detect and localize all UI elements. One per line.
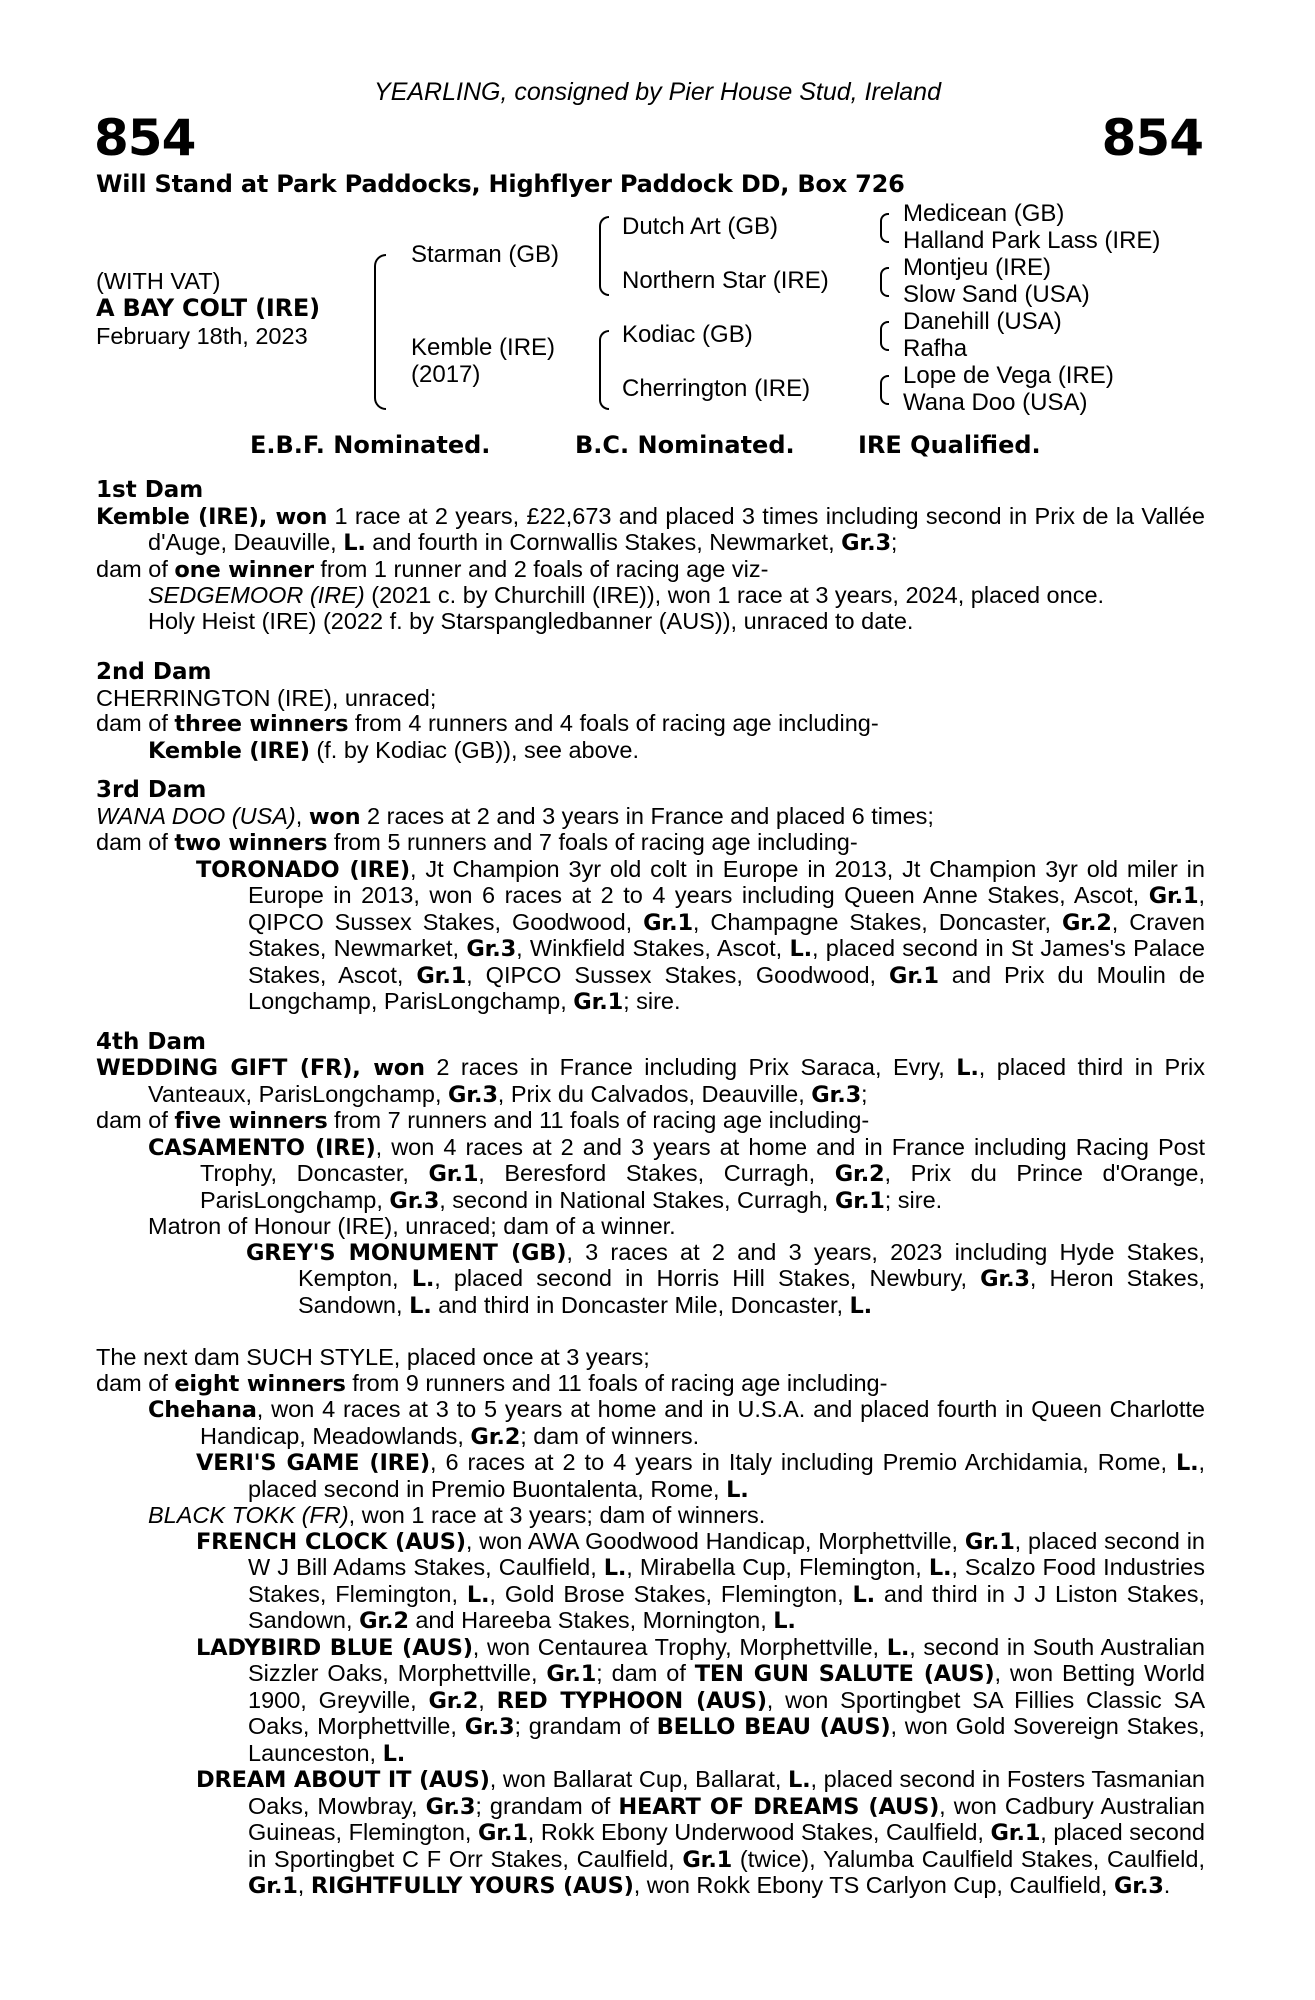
produce-entry: GREY'S MONUMENT (GB), 3 races at 2 and 3 years, 2023 including Hyde Stakes, Kempton, L., placed second in Horris Hill Stakes, Newbury, Gr.3, Heron Stakes, Sandown, L. and third in Doncaster Mile, Doncaster, L. [246, 1238, 1205, 1319]
produce-entry: CASAMENTO (IRE), won 4 races at 2 and 3 years at home and in France including Racing Post Trophy, Doncaster, Gr.1, Beresford Stakes, Curragh, Gr.2, Prix du Prince d'Orange, ParisLongchamp, Gr.3, second in National Stakes, Curragh, Gr.1; sire. [148, 1133, 1205, 1214]
horse-name: Kemble (IRE) [148, 737, 310, 764]
produce-entry: TORONADO (IRE), Jt Champion 3yr old colt in Europe in 2013, Jt Champion 3yr old miler in Europe in 2013, won 6 races at 2 to 4 years including Queen Anne Stakes, Ascot, Gr.1, QIPCO Sussex Stakes, Goodwood, Gr.1, Champagne Stakes, Doncaster, Gr.2, Craven Stakes, Newmarket, Gr.3, Winkfield Stakes, Ascot, L., placed second in St James's Palace Stakes, Ascot, Gr.1, QIPCO Sussex Stakes, Goodwood, Gr.1 and Prix du Moulin de Longchamp, ParisLongchamp, Gr.1; sire. [196, 855, 1206, 1015]
first-dam-section [96, 478, 1205, 634]
produce-entry: SEDGEMOOR (IRE) (2021 c. by Churchill (IRE)), won 1 race at 3 years, 2024, placed once. [148, 582, 1105, 608]
consignor-line: YEARLING, consigned by Pier House Stud, Ireland [374, 78, 941, 106]
gen3-7: Lope de Vega (IRE) [903, 362, 1114, 389]
ire-qualified: IRE Qualified. [858, 431, 1041, 459]
section-heading: 3rd Dam [96, 777, 207, 803]
horse-name: BLACK TOKK (FR) [148, 1502, 349, 1528]
won-label: won [275, 503, 328, 530]
sire-sire: Dutch Art (GB) [622, 213, 779, 240]
produce-entry: LADYBIRD BLUE (AUS), won Centaurea Trophy, Morphettville, L., second in South Australian Sizzler Oaks, Morphettville, Gr.1; dam of TEN GUN SALUTE (AUS), won Betting World 1900, Greyville, Gr.2, RED TYPHOON (AUS), won Sportingbet SA Fillies Classic SA Oaks, Morphettville, Gr.3; grandam of BELLO BEAU (AUS), won Gold Sovereign Stakes, Launceston, L. [196, 1633, 1206, 1767]
sire: Starman (GB) [411, 241, 560, 268]
horse-name: FRENCH CLOCK (AUS) [196, 1528, 466, 1555]
dam-record: CHERRINGTON (IRE), unraced; [96, 684, 437, 711]
second-dam-section [96, 660, 1205, 764]
produce-entry: Matron of Honour (IRE), unraced; dam of a winner. [148, 1213, 676, 1239]
produce-summary: dam of two winners from 5 runners and 7 foals of racing age including- [96, 829, 858, 856]
horse-name: CASAMENTO (IRE) [148, 1134, 376, 1161]
gen3-8: Wana Doo (USA) [903, 389, 1088, 416]
pedigree-bracket [880, 375, 889, 405]
pedigree-bracket [599, 330, 609, 410]
horse-name: SEDGEMOOR (IRE) [148, 582, 365, 608]
produce-summary: dam of one winner from 1 runner and 2 foals of racing age viz- [96, 555, 769, 583]
next-dam-section [96, 1345, 1205, 1900]
horse-name: Chehana [148, 1397, 257, 1423]
bc-nominated: B.C. Nominated. [575, 431, 795, 459]
gen3-6: Rafha [903, 335, 968, 362]
horse-name: LADYBIRD BLUE (AUS) [196, 1634, 473, 1661]
dam: Kemble (IRE) [411, 334, 556, 361]
foaling-date: February 18th, 2023 [96, 323, 308, 349]
dam-record: WANA DOO (USA), won 2 races at 2 and 3 years in France and placed 6 times; [96, 802, 934, 830]
gen3-1: Medicean (GB) [903, 200, 1065, 227]
produce-entry: Chehana, won 4 races at 3 to 5 years at home and in U.S.A. and placed fourth in Queen Charlotte Handicap, Meadowlands, Gr.2; dam of winners. [148, 1396, 1205, 1450]
horse-name: VERI'S GAME (IRE) [196, 1450, 430, 1476]
catalogue-body [96, 478, 1205, 1900]
gen3-3: Montjeu (IRE) [903, 254, 1052, 281]
vat-label: (WITH VAT) [96, 268, 221, 294]
gen3-4: Slow Sand (USA) [903, 281, 1090, 308]
produce-entry: FRENCH CLOCK (AUS), won AWA Goodwood Handicap, Morphettville, Gr.1, placed second in W J Bill Adams Stakes, Caulfield, L., Mirabella Cup, Flemington, L., Scalzo Food Industries Stakes, Flemington, L., Gold Brose Stakes, Flemington, L. and third in J J Liston Stakes, Sandown, Gr.2 and Hareeba Stakes, Mornington, L. [196, 1527, 1206, 1634]
dam-sire: Kodiac (GB) [622, 321, 753, 348]
produce-entry: BLACK TOKK (FR), won 1 race at 3 years; dam of winners. [148, 1502, 766, 1528]
third-dam-section [96, 778, 1205, 1016]
lot-number-right: 854 [1101, 109, 1203, 167]
section-heading: 1st Dam [96, 477, 204, 503]
produce-summary: dam of eight winners from 9 runners and 11 foals of racing age including- [96, 1369, 888, 1397]
horse-name: Kemble (IRE) [96, 503, 259, 530]
pedigree-bracket [374, 254, 386, 410]
dam-dam: Cherrington (IRE) [622, 375, 811, 402]
horse-name: A BAY COLT (IRE) [96, 294, 320, 322]
produce-entry: DREAM ABOUT IT (AUS), won Ballarat Cup, Ballarat, L., placed second in Fosters Tasmanian Oaks, Mowbray, Gr.3; grandam of HEART OF DREAMS (AUS), won Cadbury Australian Guineas, Flemington, Gr.1, Rokk Ebony Underwood Stakes, Caulfield, Gr.1, placed second in Sportingbet C F Orr Stakes, Caulfield, Gr.1 (twice), Yalumba Caulfield Stakes, Caulfield, Gr.1, RIGHTFULLY YOURS (AUS), won Rokk Ebony TS Carlyon Cup, Caulfield, Gr.3. [196, 1766, 1206, 1899]
ebf-nominated: E.B.F. Nominated. [250, 431, 491, 459]
horse-name: TORONADO (IRE) [196, 856, 410, 883]
horse-name: DREAM ABOUT IT (AUS) [196, 1767, 490, 1793]
produce-summary: dam of five winners from 7 runners and 11 foals of racing age including- [96, 1107, 870, 1134]
produce-entry: VERI'S GAME (IRE), 6 races at 2 to 4 years in Italy including Premio Archidamia, Rome, L., placed second in Premio Buontalenta, Rome, L. [196, 1449, 1205, 1503]
pedigree-bracket [880, 321, 889, 351]
pedigree-bracket [880, 267, 889, 297]
fourth-dam-section [96, 1030, 1205, 1320]
pedigree-bracket [880, 213, 889, 243]
horse-name: GREY'S MONUMENT (GB) [246, 1239, 567, 1266]
section-heading: 4th Dam [96, 1028, 206, 1055]
stand-line: Will Stand at Park Paddocks, Highflyer Paddock DD, Box 726 [96, 170, 905, 198]
dam-record: The next dam SUCH STYLE, placed once at 3 years; [96, 1344, 650, 1370]
dam-record: Kemble (IRE), won 1 race at 2 years, £22,673 and placed 3 times including second in Prix de la Vallée d'Auge, Deauville, L. and fourth in Cornwallis Stakes, Newmarket, Gr.3; [96, 502, 1206, 556]
gen3-2: Halland Park Lass (IRE) [903, 227, 1161, 254]
horse-name: WEDDING GIFT (FR) [96, 1055, 353, 1081]
produce-entry: Holy Heist (IRE) (2022 f. by Starspangledbanner (AUS)), unraced to date. [148, 607, 914, 634]
horse-name: WANA DOO (USA) [96, 802, 296, 829]
dam-record: WEDDING GIFT (FR), won 2 races in France including Prix Saraca, Evry, L., placed third in Prix Vanteaux, ParisLongchamp, Gr.3, Prix du Calvados, Deauville, Gr.3; [96, 1054, 1205, 1108]
sire-dam: Northern Star (IRE) [622, 267, 829, 294]
produce-summary: dam of three winners from 4 runners and 4 foals of racing age including- [96, 710, 879, 737]
lot-number-left: 854 [94, 109, 196, 167]
gen3-5: Danehill (USA) [903, 308, 1062, 335]
section-heading: 2nd Dam [96, 659, 212, 685]
dam-year: (2017) [411, 361, 481, 388]
produce-entry: Kemble (IRE) (f. by Kodiac (GB)), see above. [148, 736, 640, 764]
pedigree-bracket [599, 216, 609, 296]
